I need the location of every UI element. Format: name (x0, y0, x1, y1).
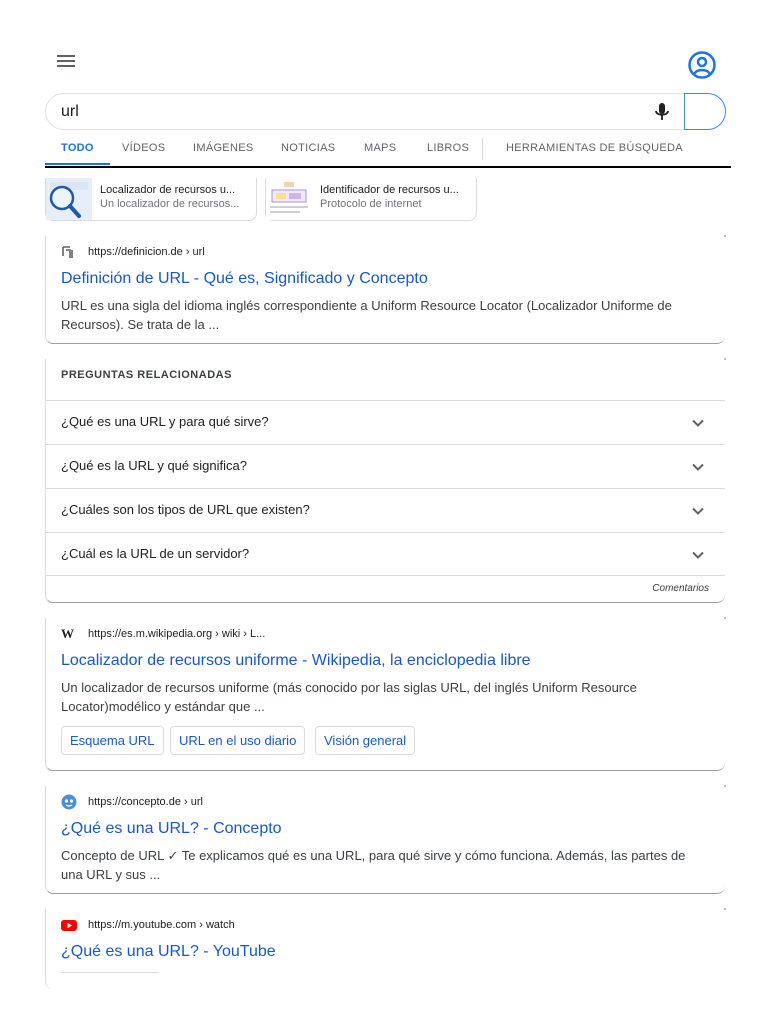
related-question[interactable] (46, 400, 725, 444)
menu-icon[interactable] (54, 52, 78, 72)
related-question[interactable] (46, 444, 725, 488)
search-box (45, 93, 725, 130)
result-title-link[interactable]: ¿Qué es una URL? - YouTube (61, 943, 276, 960)
result-url: https://es.m.wikipedia.org › wiki › L... (88, 628, 266, 640)
search-tabs (45, 133, 731, 168)
result-title-link[interactable]: Definición de URL - Qué es, Significado y Concepto (61, 270, 428, 287)
result-url: https://concepto.de › url (88, 796, 203, 808)
tab-todo[interactable]: TODO (61, 133, 94, 166)
related-questions (45, 359, 725, 603)
wikipedia-favicon-icon: W (61, 626, 74, 641)
question-text: ¿Cuál es la URL de un servidor? (61, 546, 250, 561)
tab-news[interactable]: NOTICIAS (281, 142, 336, 154)
chip-title: Localizador de recursos u... (100, 184, 236, 196)
tab-separator (482, 138, 483, 160)
search-result (45, 786, 725, 894)
card-corner (724, 617, 726, 619)
tab-search-tools[interactable]: HERRAMIENTAS DE BÚSQUEDA (506, 142, 683, 154)
search-result (45, 618, 725, 771)
related-questions-heading: PREGUNTAS RELACIONADAS (61, 369, 232, 381)
entity-chip-uri[interactable] (265, 178, 477, 221)
question-text: ¿Qué es una URL y para qué sirve? (61, 414, 269, 429)
tab-books[interactable]: LIBROS (427, 142, 470, 154)
magnifier-thumbnail (46, 178, 92, 220)
card-corner (724, 785, 726, 787)
microphone-icon[interactable] (652, 101, 672, 123)
tab-videos[interactable]: VÍDEOS (122, 142, 166, 154)
question-text: ¿Cuáles son los tipos de URL que existen? (61, 502, 310, 517)
search-result (45, 236, 725, 344)
result-url: https://m.youtube.com › watch (88, 919, 235, 931)
card-corner (724, 235, 726, 237)
search-button[interactable] (684, 93, 726, 130)
video-thumbnail-edge (61, 972, 159, 973)
concepto-favicon-icon (61, 794, 77, 810)
result-snippet: Concepto de URL ✓ Te explicamos qué es una URL, para qué sirve y cómo funciona. Además, las partes de una URL y sus ... (61, 848, 686, 882)
result-snippet: Un localizador de recursos uniforme (más conocido por las siglas URL, del inglés Uniform Resource Locator)modélico y estándar que ... (61, 680, 637, 714)
tab-images[interactable]: IMÁGENES (193, 142, 254, 154)
chevron-down-icon (690, 415, 706, 431)
chip-subtitle: Un localizador de recursos... (100, 198, 240, 210)
top-bar (0, 0, 768, 90)
tab-maps[interactable]: MAPS (364, 142, 397, 154)
diagram-thumbnail (266, 178, 312, 220)
youtube-favicon-icon (61, 917, 77, 933)
definicion-favicon-icon (61, 244, 77, 260)
search-result (45, 909, 725, 989)
account-icon[interactable] (686, 49, 718, 81)
result-url: https://definicion.de › url (88, 246, 205, 258)
related-question[interactable] (46, 488, 725, 532)
feedback-link[interactable]: Comentarios (652, 583, 709, 594)
sitelink-esquema-url[interactable]: Esquema URL (61, 726, 164, 755)
chip-subtitle: Protocolo de internet (320, 198, 422, 210)
chip-title: Identificador de recursos u... (320, 184, 459, 196)
result-title-link[interactable]: ¿Qué es una URL? - Concepto (61, 820, 282, 837)
result-title-link[interactable]: Localizador de recursos uniforme - Wikipedia, la enciclopedia libre (61, 652, 531, 669)
sitelink-vision-general[interactable]: Visión general (315, 726, 415, 755)
chevron-down-icon (690, 503, 706, 519)
question-text: ¿Qué es la URL y qué significa? (61, 458, 247, 473)
chevron-down-icon (690, 459, 706, 475)
entity-chip-url[interactable] (45, 178, 257, 221)
card-corner (724, 908, 726, 910)
card-corner (724, 358, 726, 360)
related-questions-footer (46, 575, 725, 603)
result-snippet: URL es una sigla del idioma inglés correspondiente a Uniform Resource Locator (Localizador Uniforme de Recursos). Se trata de la ... (61, 298, 672, 332)
chevron-down-icon (690, 547, 706, 563)
sitelink-uso-diario[interactable]: URL en el uso diario (170, 726, 305, 755)
related-question[interactable] (46, 532, 725, 576)
search-input[interactable] (61, 101, 621, 123)
